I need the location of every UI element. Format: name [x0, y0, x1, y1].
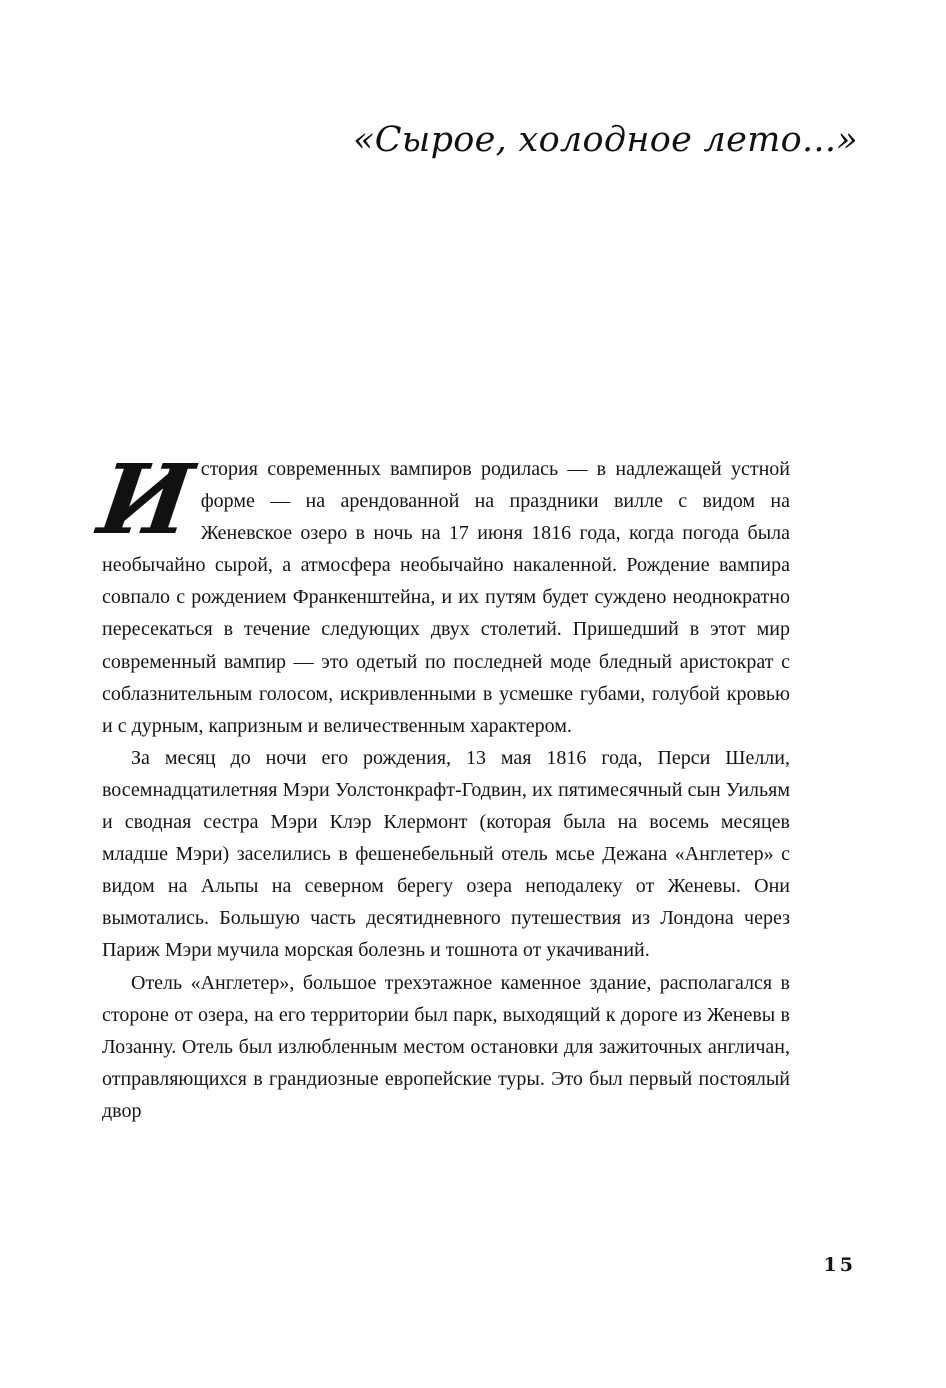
paragraph-3: Отель «Англетер», большое трехэтажное каменное здание, располагался в стороне от озера, на его территории был парк, выходящий к дороге из Женевы в Лозанну. Отель был излюбленным местом остановки для зажиточных англичан, отправляющихся в грандиозные европейские туры. Это был первый постоялый двор	[102, 971, 790, 1122]
opening-paragraph-block	[92, 443, 790, 742]
paragraph-1: стория современных вампиров родилась — в надлежащей устной форме — на арендованной на праздники вилле с видом на Женевское озеро в ночь на 17 июня 1816 года, когда погода была необычайно сырой, а атмосфера необычайно накаленной. Рождение вампира совпало с рождением Франкенштейна, и их путям будет суждено неоднократно пересекаться в течение следующих двух столетий. Пришедший в этот мир современный вампир — это одетый по последней моде бледный аристократ с соблазнительным голосом, искривленными в усмешке губами, голубой кровью и с дурным, капризным и величественным характером.	[102, 458, 790, 737]
body-text	[92, 443, 790, 1127]
chapter-title: «Сырое, холодное лето...»	[352, 120, 858, 160]
drop-cap-letter: И	[92, 443, 199, 556]
paragraph-2: За месяц до ночи его рождения, 13 мая 1816 года, Перси Шелли, восемнадцатилетняя Мэри Уолстонкрафт-Годвин, их пятимесячный сын Уильям и сводная сестра Мэри Клэр Клермонт (которая была на восемь месяцев младше Мэри) заселились в фешенебельный отель мсье Дежана «Англетер» с видом на Альпы на северном берегу озера неподалеку от Женевы. Они вымотались. Большую часть десятидневного путешествия из Лондона через Париж Мэри мучила морская болезнь и тошнота от укачиваний.	[102, 746, 790, 962]
page-number: 15	[823, 1254, 856, 1276]
